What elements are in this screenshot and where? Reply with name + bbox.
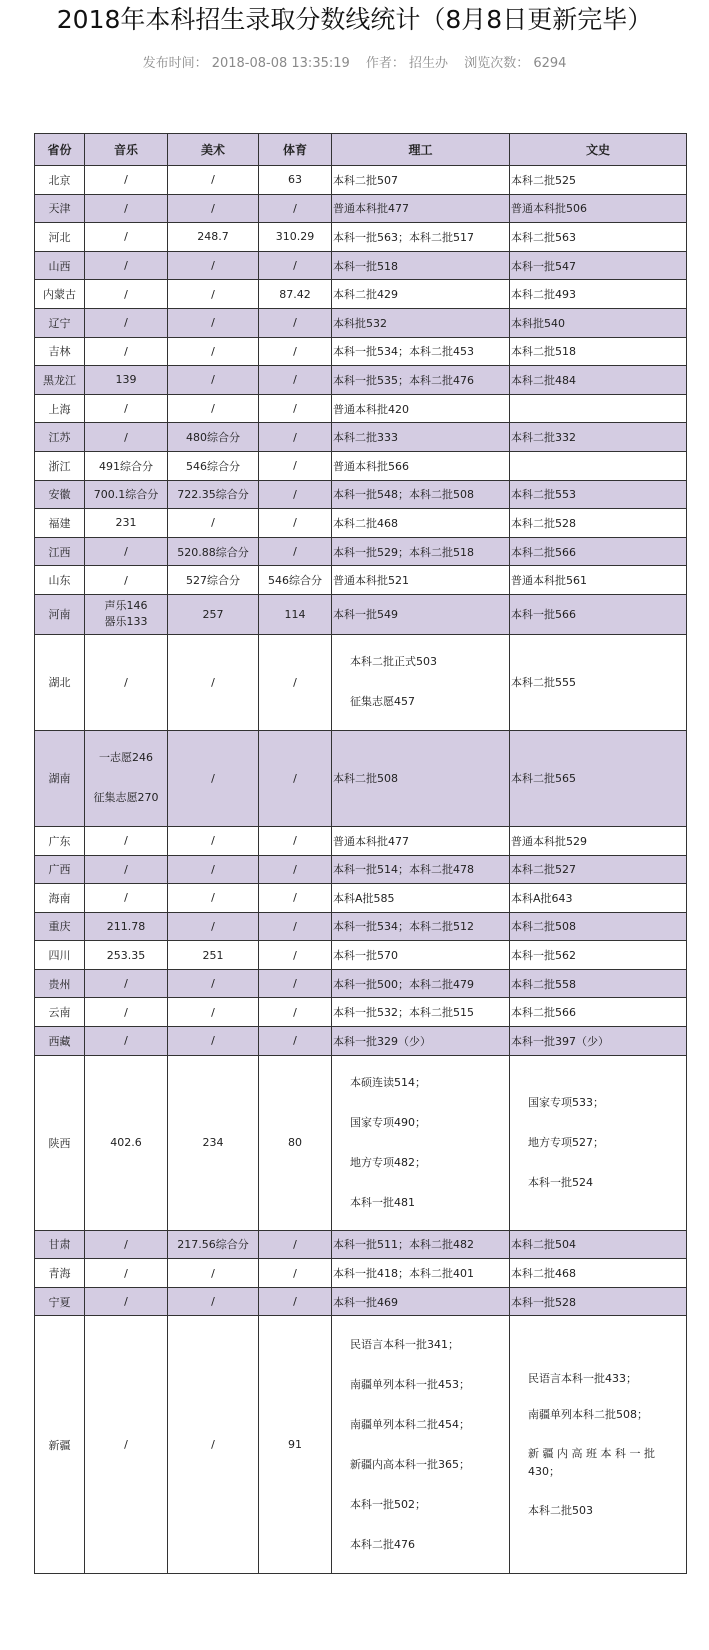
- science-cell: 本科一批518: [332, 251, 510, 280]
- art-cell: /: [168, 308, 259, 337]
- art-cell: /: [168, 1316, 259, 1574]
- liberal-arts-cell: 本科一批528: [510, 1287, 687, 1316]
- province-cell: 上海: [35, 394, 85, 423]
- liberal-arts-cell: 本科二批332: [510, 423, 687, 452]
- liberal-arts-cell: 本科二批518: [510, 337, 687, 366]
- table-row: [35, 251, 687, 280]
- music-cell: 211.78: [85, 912, 168, 941]
- science-cell: [332, 634, 510, 730]
- music-cell: /: [85, 1316, 168, 1574]
- music-cell: 402.6: [85, 1055, 168, 1230]
- liberal-arts-cell: 本科二批563: [510, 223, 687, 252]
- sports-cell: /: [259, 855, 332, 884]
- art-cell: /: [168, 166, 259, 195]
- liberal-arts-cell: 本科二批525: [510, 166, 687, 195]
- sports-cell: 91: [259, 1316, 332, 1574]
- table-row: [35, 998, 687, 1027]
- table-row: [35, 884, 687, 913]
- liberal-arts-cell: 本科二批566: [510, 537, 687, 566]
- art-cell: /: [168, 1027, 259, 1056]
- science-cell: 普通本科批566: [332, 451, 510, 480]
- liberal-arts-cell: [510, 451, 687, 480]
- music-cell: /: [85, 884, 168, 913]
- music-cell: /: [85, 394, 168, 423]
- cell-line: 声乐146: [104, 599, 148, 613]
- table-row: [35, 194, 687, 223]
- province-cell: 天津: [35, 194, 85, 223]
- province-cell: 内蒙古: [35, 280, 85, 309]
- music-cell: /: [85, 423, 168, 452]
- sports-cell: 87.42: [259, 280, 332, 309]
- liberal-arts-cell: 普通本科批506: [510, 194, 687, 223]
- sports-cell: 310.29: [259, 223, 332, 252]
- music-cell: /: [85, 634, 168, 730]
- science-cell: 本科一批548；本科二批508: [332, 480, 510, 509]
- music-cell: /: [85, 855, 168, 884]
- province-cell: 北京: [35, 166, 85, 195]
- science-cell: 普通本科批420: [332, 394, 510, 423]
- header-science: 理工: [332, 134, 510, 166]
- table-row: [35, 1230, 687, 1259]
- science-cell: 本科一批532；本科二批515: [332, 998, 510, 1027]
- liberal-arts-cell: 本科二批565: [510, 730, 687, 826]
- sports-cell: /: [259, 423, 332, 452]
- sports-cell: /: [259, 998, 332, 1027]
- cell-line: 地方专项527；: [528, 1135, 604, 1149]
- header-province: 省份: [35, 134, 85, 166]
- sports-cell: /: [259, 730, 332, 826]
- science-cell: 本科一批329（少）: [332, 1027, 510, 1056]
- liberal-arts-cell: 本科一批562: [510, 941, 687, 970]
- music-cell: /: [85, 537, 168, 566]
- liberal-arts-cell: 本科二批553: [510, 480, 687, 509]
- cell-line: 一志愿246: [99, 751, 153, 765]
- sports-cell: /: [259, 884, 332, 913]
- science-cell: 本科一批514；本科二批478: [332, 855, 510, 884]
- table-row: [35, 1259, 687, 1288]
- art-cell: /: [168, 826, 259, 855]
- music-cell: /: [85, 826, 168, 855]
- header-art: 美术: [168, 134, 259, 166]
- science-cell: 本科一批469: [332, 1287, 510, 1316]
- music-cell: 700.1综合分: [85, 480, 168, 509]
- cell-line: 新 疆 内 高 班 本 科 一 批: [528, 1446, 655, 1460]
- science-cell: 本科二批468: [332, 509, 510, 538]
- sports-cell: /: [259, 1287, 332, 1316]
- table-row: [35, 1287, 687, 1316]
- table-row: [35, 451, 687, 480]
- science-cell: 本科一批418；本科二批401: [332, 1259, 510, 1288]
- province-cell: 浙江: [35, 451, 85, 480]
- science-cell: 本科一批534；本科二批512: [332, 912, 510, 941]
- province-cell: 宁夏: [35, 1287, 85, 1316]
- music-cell: /: [85, 251, 168, 280]
- art-cell: /: [168, 634, 259, 730]
- science-cell: [332, 1316, 510, 1574]
- cell-line: 地方专项482；: [350, 1155, 426, 1169]
- art-cell: 527综合分: [168, 566, 259, 595]
- province-cell: 福建: [35, 509, 85, 538]
- liberal-arts-cell: [510, 394, 687, 423]
- art-cell: /: [168, 998, 259, 1027]
- table-row: [35, 537, 687, 566]
- cell-line: 本硕连读514；: [350, 1075, 426, 1089]
- sports-cell: /: [259, 308, 332, 337]
- province-cell: 河南: [35, 594, 85, 634]
- sports-cell: /: [259, 826, 332, 855]
- liberal-arts-cell: 本科二批558: [510, 969, 687, 998]
- sports-cell: /: [259, 337, 332, 366]
- music-cell: 253.35: [85, 941, 168, 970]
- liberal-arts-cell: 本科批540: [510, 308, 687, 337]
- sports-cell: /: [259, 394, 332, 423]
- liberal-arts-cell: 本科二批566: [510, 998, 687, 1027]
- table-row: [35, 509, 687, 538]
- science-cell: 本科二批508: [332, 730, 510, 826]
- sports-cell: /: [259, 634, 332, 730]
- table-row: [35, 166, 687, 195]
- sports-cell: 546综合分: [259, 566, 332, 595]
- art-cell: 480综合分: [168, 423, 259, 452]
- art-cell: 234: [168, 1055, 259, 1230]
- music-cell: /: [85, 308, 168, 337]
- music-cell: [85, 594, 168, 634]
- music-cell: /: [85, 166, 168, 195]
- science-cell: 本科一批570: [332, 941, 510, 970]
- music-cell: /: [85, 1230, 168, 1259]
- art-cell: 248.7: [168, 223, 259, 252]
- liberal-arts-cell: 本科二批484: [510, 366, 687, 395]
- table-row: [35, 1027, 687, 1056]
- province-cell: 安徽: [35, 480, 85, 509]
- header-music: 音乐: [85, 134, 168, 166]
- sports-cell: /: [259, 969, 332, 998]
- music-cell: /: [85, 337, 168, 366]
- cell-line: 器乐133: [104, 615, 148, 629]
- science-cell: 普通本科批477: [332, 194, 510, 223]
- province-cell: 青海: [35, 1259, 85, 1288]
- art-cell: 546综合分: [168, 451, 259, 480]
- table-row: [35, 337, 687, 366]
- science-cell: 本科一批563；本科二批517: [332, 223, 510, 252]
- art-cell: /: [168, 855, 259, 884]
- science-cell: 本科一批534；本科二批453: [332, 337, 510, 366]
- music-cell: /: [85, 223, 168, 252]
- table-row: [35, 594, 687, 634]
- art-cell: 722.35综合分: [168, 480, 259, 509]
- cell-line: 本科二批476: [350, 1537, 415, 1551]
- table-row: [35, 394, 687, 423]
- table-row: [35, 941, 687, 970]
- province-cell: 贵州: [35, 969, 85, 998]
- art-cell: /: [168, 1287, 259, 1316]
- province-cell: 新疆: [35, 1316, 85, 1574]
- art-cell: /: [168, 884, 259, 913]
- sports-cell: /: [259, 251, 332, 280]
- science-cell: 本科一批511；本科二批482: [332, 1230, 510, 1259]
- cell-line: 430；: [528, 1464, 560, 1478]
- liberal-arts-cell: 普通本科批561: [510, 566, 687, 595]
- table-row: [35, 912, 687, 941]
- table-row: [35, 826, 687, 855]
- music-cell: /: [85, 1027, 168, 1056]
- cell-line: 本科二批正式503: [350, 655, 437, 669]
- science-cell: [332, 1055, 510, 1230]
- cell-line: 国家专项490；: [350, 1115, 426, 1129]
- sports-cell: /: [259, 1259, 332, 1288]
- science-cell: 普通本科批477: [332, 826, 510, 855]
- province-cell: 河北: [35, 223, 85, 252]
- science-cell: 本科一批535；本科二批476: [332, 366, 510, 395]
- music-cell: /: [85, 969, 168, 998]
- liberal-arts-cell: 本科一批547: [510, 251, 687, 280]
- table-header-row: [35, 134, 687, 166]
- province-cell: 海南: [35, 884, 85, 913]
- province-cell: 江苏: [35, 423, 85, 452]
- cell-line: 南疆单列本科二批508；: [528, 1407, 648, 1421]
- province-cell: 辽宁: [35, 308, 85, 337]
- province-cell: 四川: [35, 941, 85, 970]
- science-cell: 本科一批500；本科二批479: [332, 969, 510, 998]
- header-liberal-arts: 文史: [510, 134, 687, 166]
- art-cell: /: [168, 366, 259, 395]
- art-cell: /: [168, 730, 259, 826]
- sports-cell: /: [259, 1230, 332, 1259]
- science-cell: 本科一批529；本科二批518: [332, 537, 510, 566]
- liberal-arts-cell: 普通本科批529: [510, 826, 687, 855]
- view-count: 浏览次数： 6294: [464, 56, 567, 71]
- sports-cell: 114: [259, 594, 332, 634]
- art-cell: /: [168, 1259, 259, 1288]
- sports-cell: /: [259, 194, 332, 223]
- music-cell: [85, 730, 168, 826]
- music-cell: /: [85, 998, 168, 1027]
- art-cell: /: [168, 509, 259, 538]
- science-cell: 本科二批507: [332, 166, 510, 195]
- sports-cell: /: [259, 451, 332, 480]
- music-cell: /: [85, 194, 168, 223]
- liberal-arts-cell: 本科二批527: [510, 855, 687, 884]
- province-cell: 广西: [35, 855, 85, 884]
- table-row: [35, 1055, 687, 1230]
- table-row: [35, 223, 687, 252]
- cell-line: 民语言本科一批341；: [350, 1337, 459, 1351]
- liberal-arts-cell: 本科二批493: [510, 280, 687, 309]
- sports-cell: /: [259, 537, 332, 566]
- cell-line: 本科一批502；: [350, 1497, 426, 1511]
- province-cell: 陕西: [35, 1055, 85, 1230]
- cell-line: 本科一批481: [350, 1195, 415, 1209]
- cell-line: 征集志愿457: [350, 695, 415, 709]
- author: 作者： 招生办: [365, 56, 449, 71]
- sports-cell: /: [259, 509, 332, 538]
- art-cell: 520.88综合分: [168, 537, 259, 566]
- cell-line: 本科一批524: [528, 1175, 593, 1189]
- sports-cell: 80: [259, 1055, 332, 1230]
- science-cell: 本科二批333: [332, 423, 510, 452]
- sports-cell: 63: [259, 166, 332, 195]
- liberal-arts-cell: [510, 1316, 687, 1574]
- liberal-arts-cell: 本科一批397（少）: [510, 1027, 687, 1056]
- music-cell: /: [85, 280, 168, 309]
- liberal-arts-cell: 本科二批468: [510, 1259, 687, 1288]
- article-meta: [0, 52, 709, 71]
- table-row: [35, 480, 687, 509]
- art-cell: /: [168, 337, 259, 366]
- table-row: [35, 634, 687, 730]
- province-cell: 湖南: [35, 730, 85, 826]
- sports-cell: /: [259, 1027, 332, 1056]
- science-cell: 本科A批585: [332, 884, 510, 913]
- art-cell: /: [168, 394, 259, 423]
- province-cell: 甘肃: [35, 1230, 85, 1259]
- province-cell: 江西: [35, 537, 85, 566]
- art-cell: 257: [168, 594, 259, 634]
- science-cell: 本科一批549: [332, 594, 510, 634]
- publish-time: 发布时间： 2018-08-08 13:35:19: [142, 56, 350, 71]
- table-row: [35, 423, 687, 452]
- score-table: [34, 133, 687, 1574]
- art-cell: 251: [168, 941, 259, 970]
- table-row: [35, 280, 687, 309]
- liberal-arts-cell: 本科A批643: [510, 884, 687, 913]
- table-row: [35, 730, 687, 826]
- art-cell: /: [168, 194, 259, 223]
- table-row: [35, 855, 687, 884]
- music-cell: 139: [85, 366, 168, 395]
- music-cell: /: [85, 566, 168, 595]
- science-cell: 本科二批429: [332, 280, 510, 309]
- art-cell: /: [168, 251, 259, 280]
- music-cell: /: [85, 1259, 168, 1288]
- cell-line: 民语言本科一批433；: [528, 1371, 637, 1385]
- table-row: [35, 366, 687, 395]
- table-row: [35, 308, 687, 337]
- sports-cell: /: [259, 941, 332, 970]
- cell-line: 本科二批503: [528, 1503, 593, 1517]
- sports-cell: /: [259, 912, 332, 941]
- cell-line: 南疆单列本科一批453；: [350, 1377, 470, 1391]
- province-cell: 广东: [35, 826, 85, 855]
- province-cell: 重庆: [35, 912, 85, 941]
- liberal-arts-cell: 本科二批508: [510, 912, 687, 941]
- province-cell: 吉林: [35, 337, 85, 366]
- page-title: 2018年本科招生录取分数线统计（8月8日更新完毕）: [56, 5, 653, 34]
- province-cell: 西藏: [35, 1027, 85, 1056]
- art-cell: /: [168, 912, 259, 941]
- liberal-arts-cell: 本科一批566: [510, 594, 687, 634]
- science-cell: 普通本科批521: [332, 566, 510, 595]
- liberal-arts-cell: 本科二批504: [510, 1230, 687, 1259]
- province-cell: 湖北: [35, 634, 85, 730]
- liberal-arts-cell: [510, 1055, 687, 1230]
- cell-line: 南疆单列本科二批454；: [350, 1417, 470, 1431]
- art-cell: /: [168, 969, 259, 998]
- header-sports: 体育: [259, 134, 332, 166]
- cell-line: 新疆内高本科一批365；: [350, 1457, 470, 1471]
- art-cell: /: [168, 280, 259, 309]
- music-cell: 491综合分: [85, 451, 168, 480]
- art-cell: 217.56综合分: [168, 1230, 259, 1259]
- liberal-arts-cell: 本科二批555: [510, 634, 687, 730]
- sports-cell: /: [259, 480, 332, 509]
- music-cell: 231: [85, 509, 168, 538]
- province-cell: 山西: [35, 251, 85, 280]
- cell-line: 征集志愿270: [93, 791, 159, 805]
- cell-line: 国家专项533；: [528, 1095, 604, 1109]
- province-cell: 山东: [35, 566, 85, 595]
- science-cell: 本科批532: [332, 308, 510, 337]
- province-cell: 云南: [35, 998, 85, 1027]
- table-row: [35, 566, 687, 595]
- table-row: [35, 969, 687, 998]
- liberal-arts-cell: 本科二批528: [510, 509, 687, 538]
- sports-cell: /: [259, 366, 332, 395]
- music-cell: /: [85, 1287, 168, 1316]
- table-row: [35, 1316, 687, 1574]
- province-cell: 黑龙江: [35, 366, 85, 395]
